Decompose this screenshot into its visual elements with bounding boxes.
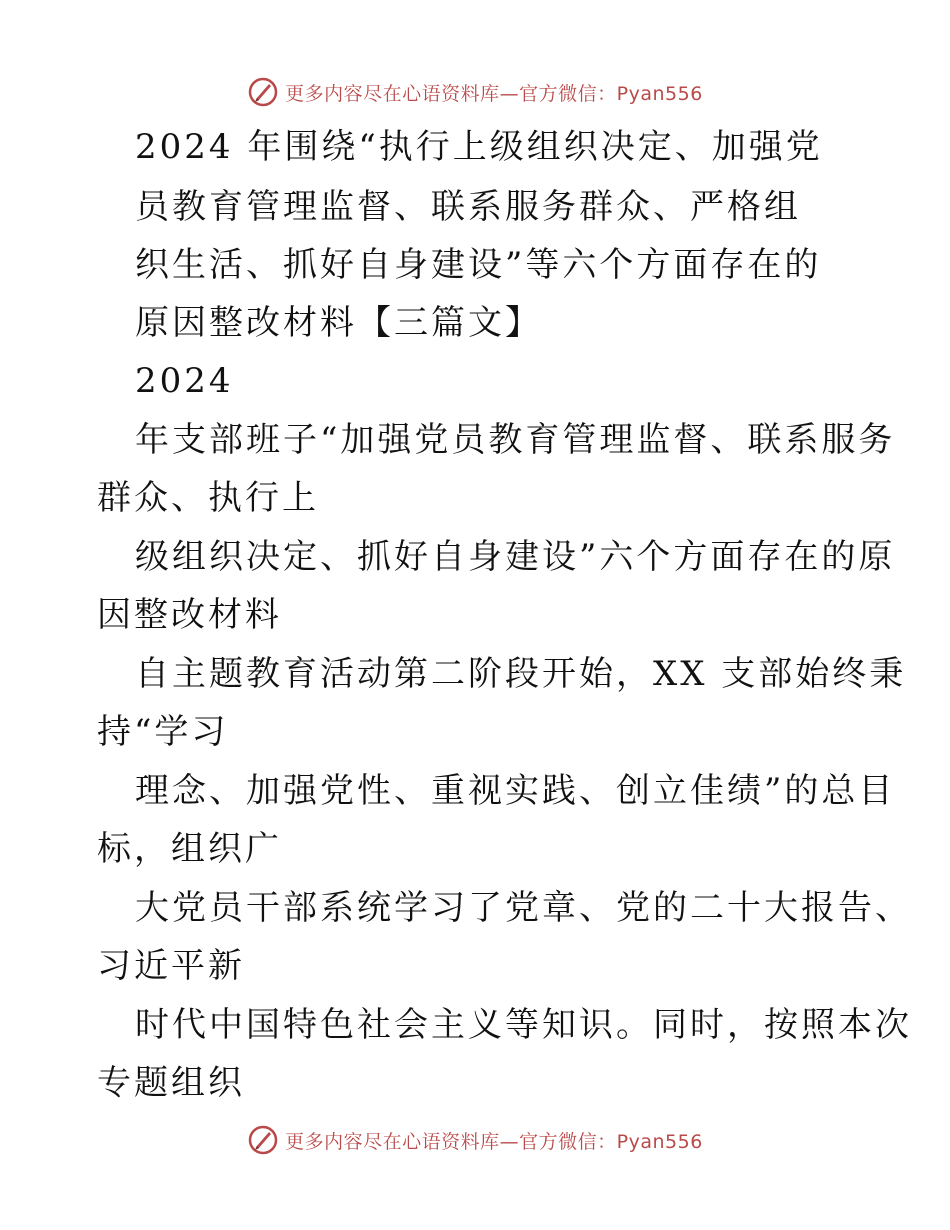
body-line: 年支部班子“加强党员教育管理监督、联系服务 (135, 420, 896, 460)
title-line-1: 2024 年围绕“执行上级组织决定、加强党 (135, 127, 823, 167)
body-line: 持“学习 (97, 712, 229, 752)
title-line-4: 原因整改材料【三篇文】 (135, 303, 542, 343)
header-watermark (0, 72, 950, 112)
watermark-text: 更多内容尽在心语资料库—官方微信：Pyan556 (285, 1130, 703, 1153)
body-line: 标，组织广 (97, 829, 282, 869)
body-line: 自主题教育活动第二阶段开始，XX 支部始终秉 (135, 654, 907, 694)
title-line-2: 员教育管理监督、联系服务群众、严格组 (135, 187, 801, 227)
body-line: 群众、执行上 (97, 478, 319, 518)
body-line: 级组织决定、抓好自身建设”六个方面存在的原 (135, 537, 896, 577)
body-line: 习近平新 (97, 946, 245, 986)
quill-seal-icon (247, 1124, 279, 1156)
body-line: 专题组织 (97, 1063, 245, 1103)
watermark-text: 更多内容尽在心语资料库—官方微信：Pyan556 (285, 82, 703, 105)
body-line: 大党员干部系统学习了党章、党的二十大报告、 (135, 888, 912, 928)
body-line: 2024 (135, 361, 234, 401)
body-line: 因整改材料 (97, 595, 282, 635)
quill-seal-icon (247, 76, 279, 108)
body-line: 理念、加强党性、重视实践、创立佳绩”的总目 (135, 771, 896, 811)
footer-watermark (0, 1120, 950, 1160)
title-line-3: 织生活、抓好自身建设”等六个方面存在的 (135, 245, 822, 285)
body-line: 时代中国特色社会主义等知识。同时，按照本次 (135, 1005, 912, 1045)
